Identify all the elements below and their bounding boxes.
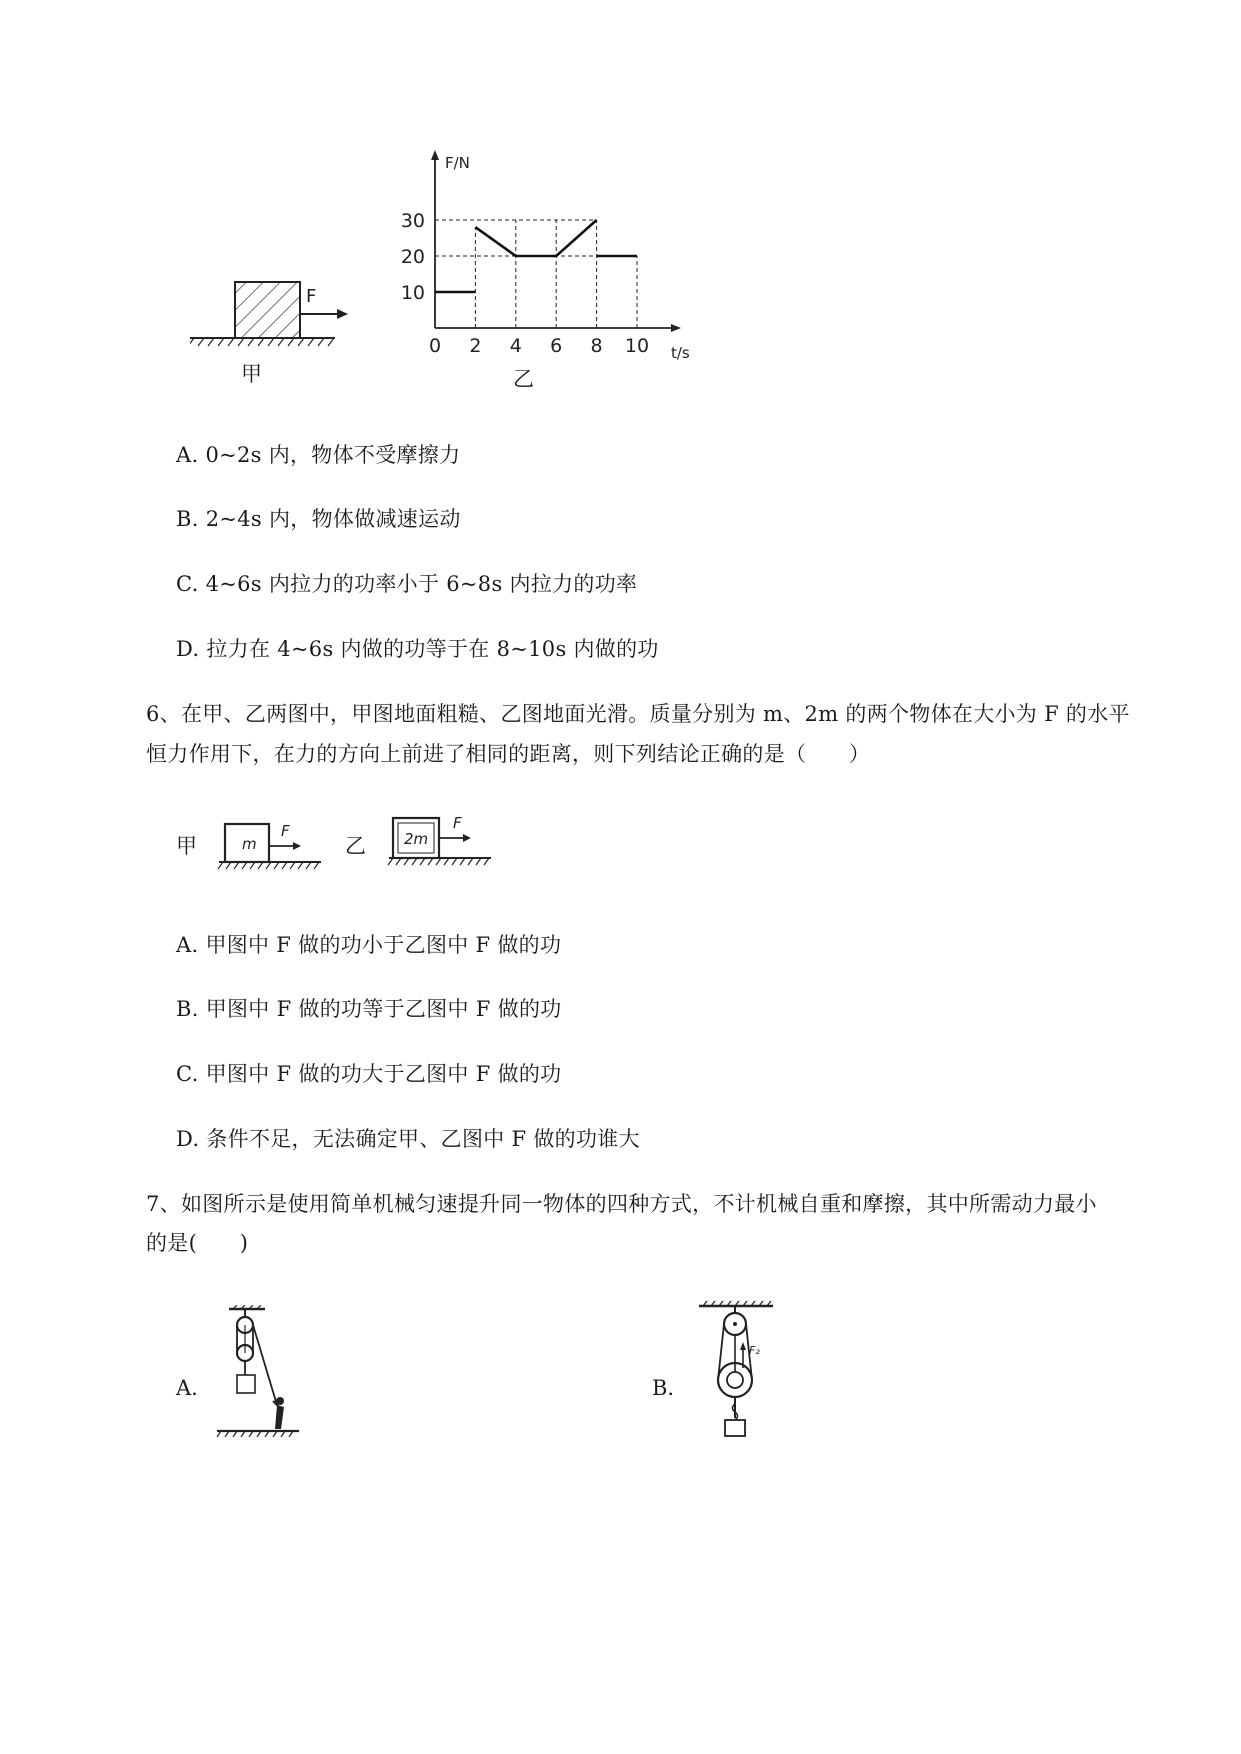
x-tick-4: 4 [509, 335, 522, 357]
q6-option-d: D. 条件不足，无法确定甲、乙图中 F 做的功谁大 [176, 1127, 640, 1151]
q6-figure-jia [215, 812, 325, 882]
q5-chart [388, 150, 738, 360]
hatched-block [235, 282, 300, 338]
x-axis-label: t/s [671, 344, 690, 360]
q7-stem-line1: 7、如图所示是使用简单机械匀速提升同一物体的四种方式，不计机械自重和摩擦，其中所需动力最小 [146, 1192, 1097, 1216]
x-axis-arrow [671, 324, 681, 332]
mass-m-label: m [242, 835, 257, 853]
q7-figure-a-pulley [215, 1305, 315, 1453]
force-label: F [306, 286, 317, 307]
q5-figure-jia [190, 270, 370, 360]
y-tick-10: 10 [400, 282, 425, 304]
force-label: F [453, 814, 462, 832]
q7-option-b-letter: B. [652, 1376, 675, 1400]
q6-option-b: B. 甲图中 F 做的功等于乙图中 F 做的功 [176, 997, 562, 1021]
y-axis-arrow [431, 150, 439, 160]
mass-2m-label: 2m [404, 830, 429, 848]
y-tick-30: 30 [400, 210, 425, 232]
q5-option-b: B. 2~4s 内，物体做减速运动 [176, 507, 461, 531]
q7-figure-b-pulley [695, 1300, 785, 1460]
force-label: F [281, 822, 290, 840]
q5-option-a: A. 0~2s 内，物体不受摩擦力 [176, 443, 461, 467]
force-f2-label: F₂ [749, 1344, 760, 1357]
q7-option-a-letter: A. [176, 1376, 198, 1400]
y-axis-label: F/N [445, 154, 470, 172]
q7-stem-line2: 的是( ) [146, 1231, 249, 1255]
y-tick-20: 20 [400, 246, 425, 268]
q6-option-c: C. 甲图中 F 做的功大于乙图中 F 做的功 [176, 1062, 562, 1086]
q6-stem-line1: 6、在甲、乙两图中，甲图地面粗糙、乙图地面光滑。质量分别为 m、2m 的两个物体在大小为 F 的水平 [146, 702, 1130, 726]
x-tick-2: 2 [469, 335, 482, 357]
q6-fig-yi-label: 乙 [345, 834, 366, 858]
q5-fig-jia-label: 甲 [241, 362, 262, 386]
q6-option-a: A. 甲图中 F 做的功小于乙图中 F 做的功 [176, 933, 562, 957]
q5-fig-yi-label: 乙 [513, 367, 534, 391]
x-tick-8: 8 [590, 335, 603, 357]
q5-option-d: D. 拉力在 4~6s 内做的功等于在 8~10s 内做的功 [176, 637, 659, 661]
x-tick-10: 10 [624, 335, 650, 357]
x-tick-6: 6 [550, 335, 563, 357]
q6-figure-yi [385, 808, 495, 878]
q5-option-c: C. 4~6s 内拉力的功率小于 6~8s 内拉力的功率 [176, 572, 638, 596]
segment-1 [475, 220, 596, 256]
q6-fig-jia-label: 甲 [176, 834, 197, 858]
x-tick-0: 0 [428, 335, 442, 357]
q6-stem-line2: 恒力作用下，在力的方向上前进了相同的距离，则下列结论正确的是（ ） [146, 742, 871, 766]
